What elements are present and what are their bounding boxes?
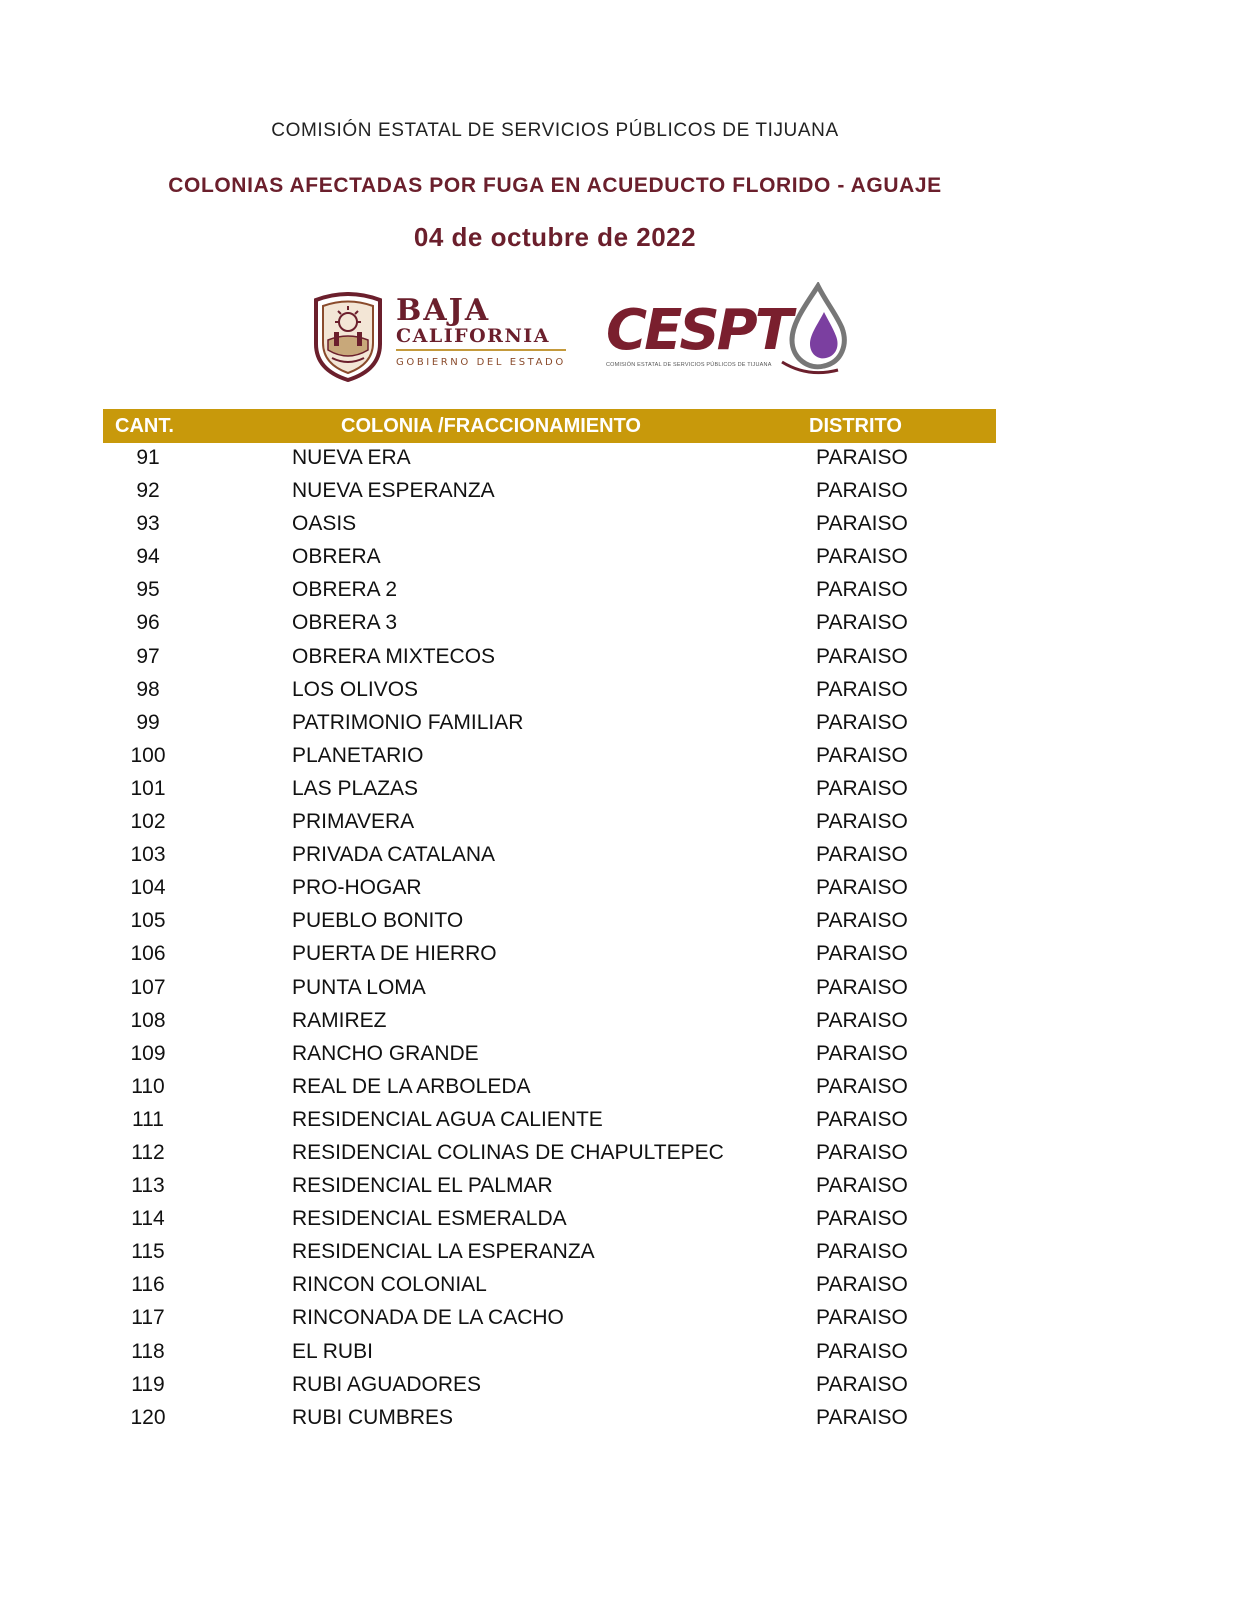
row-colonia: OBRERA 2 — [292, 578, 398, 602]
row-colonia: OBRERA — [292, 545, 381, 569]
cespt-logo-word: CESPT — [606, 298, 790, 363]
row-number: 92 — [136, 479, 160, 503]
row-colonia: PLANETARIO — [292, 743, 424, 767]
table-row — [103, 840, 996, 873]
row-distrito: PARAISO — [816, 1273, 908, 1297]
row-number: 113 — [131, 1174, 165, 1198]
table-row — [103, 1303, 996, 1336]
row-colonia: REAL DE LA ARBOLEDA — [292, 1074, 531, 1098]
row-colonia: NUEVA ERA — [292, 446, 411, 469]
row-number: 111 — [132, 1107, 164, 1131]
row-distrito: PARAISO — [816, 1207, 908, 1231]
row-distrito: PARAISO — [816, 843, 908, 867]
row-number: 93 — [136, 512, 160, 536]
table-row — [103, 1337, 996, 1370]
baja-california-shield-icon — [310, 292, 386, 387]
row-distrito: PARAISO — [816, 512, 908, 536]
table-header — [103, 409, 996, 443]
row-number: 97 — [136, 644, 160, 668]
table-row — [103, 476, 996, 509]
row-number: 100 — [130, 743, 166, 767]
row-colonia: RINCON COLONIAL — [292, 1273, 487, 1297]
table-row — [103, 675, 996, 708]
row-distrito: PARAISO — [816, 810, 908, 834]
row-colonia: PRO-HOGAR — [292, 876, 422, 900]
row-number: 105 — [130, 909, 166, 933]
row-colonia: RESIDENCIAL EL PALMAR — [292, 1174, 553, 1198]
row-distrito: PARAISO — [816, 1074, 908, 1098]
row-colonia: PUNTA LOMA — [292, 975, 426, 999]
table-row — [103, 1006, 996, 1039]
row-distrito: PARAISO — [816, 1008, 908, 1032]
table-row — [103, 708, 996, 741]
row-distrito: PARAISO — [816, 975, 908, 999]
row-number: 94 — [136, 545, 160, 569]
row-number: 114 — [131, 1207, 165, 1231]
document-date: 04 de octubre de 2022 — [413, 222, 697, 252]
row-number: 98 — [136, 677, 160, 701]
baja-logo-line3: GOBIERNO DEL ESTADO — [396, 357, 566, 368]
row-colonia: RANCHO GRANDE — [292, 1041, 479, 1065]
row-distrito: PARAISO — [816, 545, 908, 569]
baja-logo-line1: BAJA — [396, 293, 491, 328]
table-row — [103, 1270, 996, 1303]
table-row — [103, 642, 996, 675]
table-row — [103, 1204, 996, 1237]
row-colonia: PRIMAVERA — [292, 810, 415, 834]
row-distrito: PARAISO — [816, 776, 908, 800]
row-distrito: PARAISO — [816, 1372, 908, 1396]
row-colonia: OBRERA MIXTECOS — [292, 644, 496, 668]
row-number: 102 — [130, 810, 166, 834]
table-row — [103, 443, 996, 476]
row-distrito: PARAISO — [816, 1174, 908, 1198]
column-header-colonia: COLONIA /FRACCIONAMIENTO — [341, 415, 641, 437]
row-colonia: RESIDENCIAL COLINAS DE CHAPULTEPEC — [292, 1140, 724, 1164]
cespt-logo-subtitle: COMISIÓN ESTATAL DE SERVICIOS PÚBLICOS DE TIJUANA — [606, 362, 772, 368]
row-number: 91 — [136, 446, 160, 469]
table-row — [103, 1105, 996, 1138]
row-distrito: PARAISO — [816, 743, 908, 767]
column-header-distrito: DISTRITO — [809, 415, 902, 437]
row-colonia: PRIVADA CATALANA — [292, 843, 496, 867]
baja-california-logo-text — [396, 293, 566, 368]
row-number: 106 — [130, 942, 166, 966]
row-distrito: PARAISO — [816, 1140, 908, 1164]
row-number: 119 — [131, 1372, 165, 1396]
row-distrito: PARAISO — [816, 578, 908, 602]
row-colonia: PUERTA DE HIERRO — [292, 942, 497, 966]
row-colonia: PUEBLO BONITO — [292, 909, 464, 933]
row-colonia: LAS PLAZAS — [292, 776, 419, 800]
row-colonia: EL RUBI — [292, 1339, 373, 1363]
row-colonia: RUBI AGUADORES — [292, 1372, 482, 1396]
row-number: 116 — [131, 1273, 165, 1297]
document-title: COLONIAS AFECTADAS POR FUGA EN ACUEDUCTO FLORIDO - AGUAJE — [168, 174, 942, 197]
table-row — [103, 741, 996, 774]
table-row — [103, 509, 996, 542]
row-colonia: NUEVA ESPERANZA — [292, 479, 495, 503]
row-colonia: RUBI CUMBRES — [292, 1405, 454, 1429]
table-row — [103, 939, 996, 972]
table-row — [103, 906, 996, 939]
table-row — [103, 575, 996, 608]
column-header-cant: CANT. — [115, 415, 174, 437]
row-number: 108 — [130, 1008, 166, 1032]
row-colonia: OBRERA 3 — [292, 611, 398, 635]
table-row — [103, 807, 996, 840]
row-distrito: PARAISO — [816, 1240, 908, 1264]
row-distrito: PARAISO — [816, 1339, 908, 1363]
table-row — [103, 1403, 996, 1436]
row-number: 110 — [131, 1074, 165, 1098]
table-row — [103, 542, 996, 575]
row-distrito: PARAISO — [816, 710, 908, 734]
row-distrito: PARAISO — [816, 479, 908, 503]
row-distrito: PARAISO — [816, 1107, 908, 1131]
table-row — [103, 1171, 996, 1204]
row-number: 109 — [130, 1041, 166, 1065]
table-row — [103, 1237, 996, 1270]
row-distrito: PARAISO — [816, 942, 908, 966]
row-number: 96 — [136, 611, 160, 635]
row-colonia: RESIDENCIAL LA ESPERANZA — [292, 1240, 595, 1264]
table-row — [103, 774, 996, 807]
water-drop-icon — [778, 282, 852, 383]
row-distrito: PARAISO — [816, 1041, 908, 1065]
row-number: 118 — [131, 1339, 165, 1363]
logos-bar — [310, 282, 850, 392]
baja-logo-line2: CALIFORNIA — [396, 326, 566, 351]
row-colonia: RAMIREZ — [292, 1008, 387, 1032]
table-row — [103, 1072, 996, 1105]
table-row — [103, 1039, 996, 1072]
row-colonia: RINCONADA DE LA CACHO — [292, 1306, 564, 1330]
table-row — [103, 873, 996, 906]
row-number: 103 — [130, 843, 166, 867]
row-colonia: LOS OLIVOS — [292, 677, 419, 701]
cespt-logo — [606, 298, 790, 368]
row-colonia: RESIDENCIAL AGUA CALIENTE — [292, 1107, 603, 1131]
row-number: 107 — [130, 975, 166, 999]
row-distrito: PARAISO — [816, 909, 908, 933]
row-number: 115 — [131, 1240, 165, 1264]
row-number: 104 — [130, 876, 166, 900]
row-distrito: PARAISO — [816, 644, 908, 668]
row-number: 99 — [136, 710, 160, 734]
table-row — [103, 1138, 996, 1171]
row-number: 112 — [131, 1140, 165, 1164]
row-number: 101 — [130, 776, 166, 800]
row-colonia: OASIS — [292, 512, 357, 536]
row-number: 117 — [131, 1306, 165, 1330]
row-distrito: PARAISO — [816, 677, 908, 701]
row-number: 120 — [130, 1405, 166, 1429]
row-colonia: PATRIMONIO FAMILIAR — [292, 710, 524, 734]
row-colonia: RESIDENCIAL ESMERALDA — [292, 1207, 567, 1231]
row-distrito: PARAISO — [816, 1405, 908, 1429]
row-distrito: PARAISO — [816, 1306, 908, 1330]
table-row — [103, 608, 996, 641]
organization-name: COMISIÓN ESTATAL DE SERVICIOS PÚBLICOS DE TIJUANA — [271, 120, 839, 141]
row-number: 95 — [136, 578, 160, 602]
row-distrito: PARAISO — [816, 876, 908, 900]
table-row — [103, 973, 996, 1006]
table-row — [103, 1370, 996, 1403]
row-distrito: PARAISO — [816, 446, 908, 469]
row-distrito: PARAISO — [816, 611, 908, 635]
table-body — [103, 443, 996, 1436]
affected-colonies-table — [103, 409, 996, 1436]
